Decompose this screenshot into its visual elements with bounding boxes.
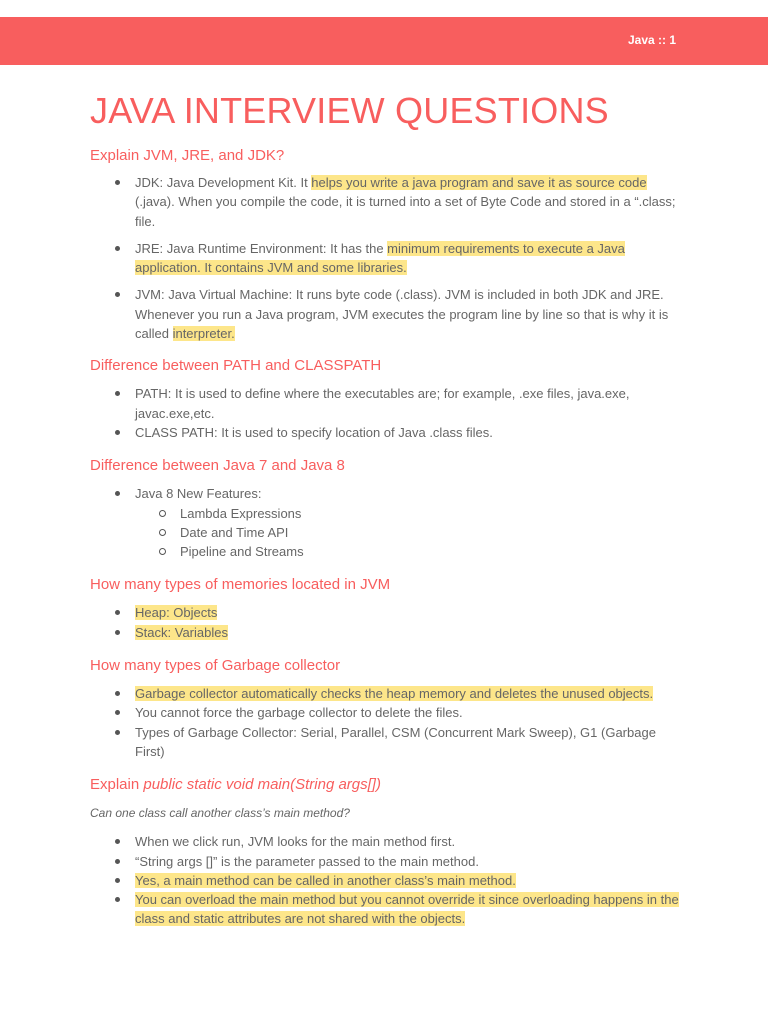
section-gc [90,656,682,761]
list-item: PATH: It is used to define where the executables are; for example, .exe files, java.exe, javac.exe,etc. [90,384,682,423]
list-item [90,285,682,343]
bullet-list [90,173,682,343]
page-label: Java :: 1 [627,33,676,47]
section-java8 [90,456,682,561]
sub-list-item: Date and Time API [90,523,682,542]
highlighted-text: helps you write a java program and save it as source code [311,175,647,190]
section-path [90,356,682,442]
section-jvm [90,146,682,343]
sub-list-item: Lambda Expressions [90,504,682,523]
section-heading: Explain JVM, JRE, and JDK? [90,147,285,164]
page-title: JAVA INTERVIEW QUESTIONS [90,90,609,131]
header-bar [0,17,768,65]
highlighted-text: Stack: Variables [135,624,228,640]
item-text: JVM: Java Virtual Machine: It runs byte code (.class). JVM is included in both JDK and JRE. Whenever you run a Java program, JVM executes the program line by line so that is why it is called [135,287,669,342]
list-item: Types of Garbage Collector: Serial, Parallel, CSM (Concurrent Mark Sweep), G1 (Garbage First) [90,723,682,762]
sub-list-item: Pipeline and Streams [90,542,682,561]
list-item [90,603,682,622]
item-text: JRE: Java Runtime Environment: It has the [135,240,388,256]
bullet-list [90,684,682,761]
section-heading: Difference between PATH and CLASSPATH [90,357,382,375]
section-heading [90,775,682,795]
bullet-list [90,484,682,561]
section-heading: How many types of memories located in JVM [90,576,391,594]
section-heading: How many types of Garbage collector [90,657,341,675]
subquestion: Can one class call another class’s main method? [90,806,350,821]
highlighted-text: You can overload the main method but you cannot override it since overloading happens in the class and static attributes are not shared with the objects. [135,892,679,927]
list-item: “String args []” is the parameter passed to the main method. [90,852,682,871]
list-item: Java 8 New Features: [90,484,682,503]
bullet-list [90,603,682,642]
bullet-list [90,384,682,442]
list-item [90,239,682,278]
heading-code-text: public static void main(String args[]) [143,776,381,794]
item-text: (.java). When you compile the code, it is turned into a set of Byte Code and stored in a “.class; file. [135,194,676,229]
list-item [90,684,682,703]
list-item: CLASS PATH: It is used to specify location of Java .class files. [90,423,682,442]
list-item [90,871,682,890]
list-item [90,890,682,929]
list-item: You cannot force the garbage collector to delete the files. [90,703,682,722]
highlighted-text: Heap: Objects [135,605,218,621]
highlighted-text: Garbage collector automatically checks the heap memory and deletes the unused objects. [135,686,654,702]
heading-text: Explain [90,776,144,794]
highlighted-text: minimum requirements to execute a Java application. It contains JVM and some libraries. [135,240,625,276]
list-item [90,173,682,231]
highlighted-text: interpreter. [172,326,235,342]
document-body [90,88,682,929]
item-text: JDK: Java Development Kit. It [135,175,312,190]
bullet-list [90,832,682,928]
section-main [90,775,682,928]
list-item: When we click run, JVM looks for the main method first. [90,832,682,851]
highlighted-text: Yes, a main method can be called in another class’s main method. [135,872,516,888]
list-item [90,623,682,642]
section-heading: Difference between Java 7 and Java 8 [90,457,345,475]
section-memory [90,575,682,642]
